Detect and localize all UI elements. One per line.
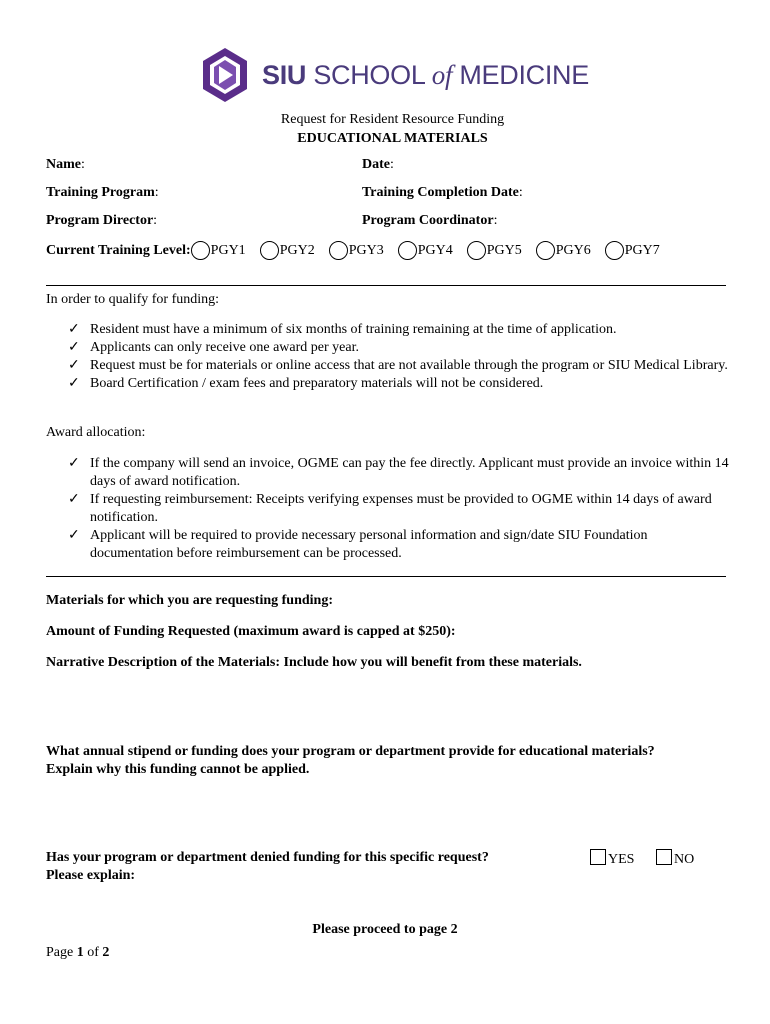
training-completion-date-field[interactable] [362, 185, 523, 201]
pgy4-option[interactable] [398, 241, 467, 260]
radio-button-icon[interactable] [398, 241, 417, 260]
pgy3-option[interactable] [329, 241, 398, 260]
colon: : [153, 213, 158, 228]
training-program-field[interactable] [46, 185, 159, 201]
logo-text [262, 60, 589, 91]
list-item [68, 321, 733, 339]
pgy2-label: PGY2 [279, 242, 315, 258]
pgy4-label: PGY4 [417, 242, 453, 258]
materials-question: Materials for which you are requesting funding: [46, 593, 334, 608]
list-item [68, 357, 733, 375]
qualify-intro: In order to qualify for funding: [46, 292, 220, 307]
list-item [68, 527, 733, 563]
colon: : [154, 185, 159, 200]
page-number [46, 945, 109, 961]
training-program-label: Training Program [46, 185, 155, 200]
yes-no-options [590, 849, 712, 868]
amount-question: Amount of Funding Requested (maximum award is capped at $250): [46, 624, 456, 639]
pgy3-label: PGY3 [348, 242, 384, 258]
checkmark-icon: ✓ [68, 376, 80, 391]
list-item [68, 455, 733, 491]
page-word: Page [46, 945, 74, 960]
yes-option[interactable] [590, 852, 634, 867]
allocation-intro: Award allocation: [46, 425, 146, 440]
name-label: Name [46, 157, 81, 172]
radio-button-icon[interactable] [191, 241, 210, 260]
proceed-note: Please proceed to page 2 [312, 922, 458, 937]
list-item-text: If the company will send an invoice, OGME can pay the fee directly. Applicant must provide an invoice within 14 days of award notification. [90, 456, 729, 489]
date-field[interactable] [362, 157, 394, 173]
list-item [68, 339, 733, 357]
list-item [68, 491, 733, 527]
checkbox-icon[interactable] [656, 849, 672, 865]
checkmark-icon: ✓ [68, 358, 80, 373]
pgy1-label: PGY1 [210, 242, 246, 258]
allocation-list [68, 455, 733, 563]
siu-hexagon-logo-icon [200, 46, 250, 104]
form-title: Request for Resident Resource Funding [280, 112, 505, 127]
logo-school: SCHOOL [313, 59, 425, 90]
radio-button-icon[interactable] [605, 241, 624, 260]
program-director-label: Program Director [46, 213, 154, 228]
radio-button-icon[interactable] [467, 241, 486, 260]
radio-button-icon[interactable] [329, 241, 348, 260]
list-item-text: Board Certification / exam fees and preparatory materials will not be considered. [90, 376, 544, 391]
logo-of: of [431, 59, 453, 90]
siu-logo [200, 44, 589, 106]
radio-button-icon[interactable] [260, 241, 279, 260]
divider [46, 285, 726, 286]
program-coordinator-field[interactable] [362, 213, 497, 229]
pgy5-label: PGY5 [486, 242, 522, 258]
stipend-question-explain: Explain why this funding cannot be applied. [46, 762, 310, 777]
program-coordinator-label: Program Coordinator [362, 213, 494, 228]
checkbox-icon[interactable] [590, 849, 606, 865]
list-item-text: Applicants can only receive one award per year. [90, 340, 359, 355]
training-completion-date-label: Training Completion Date [362, 185, 519, 200]
list-item [68, 375, 733, 393]
pgy7-label: PGY7 [624, 242, 660, 258]
name-field[interactable] [46, 157, 85, 173]
page-total: 2 [102, 945, 110, 960]
list-item-text: Request must be for materials or online access that are not available through the program or SIU Medical Library. [90, 358, 728, 373]
divider [46, 576, 726, 577]
list-item-text: Applicant will be required to provide necessary personal information and sign/date SIU Foundation documentation before reimbursement can be processed. [90, 528, 648, 561]
colon: : [493, 213, 498, 228]
qualify-list [68, 321, 733, 393]
logo-siu: SIU [262, 59, 307, 90]
no-option[interactable] [656, 852, 694, 867]
pgy6-label: PGY6 [555, 242, 591, 258]
pgy5-option[interactable] [467, 241, 536, 260]
stipend-question: What annual stipend or funding does your program or department provide for educational materials? [46, 744, 655, 759]
checkmark-icon: ✓ [68, 528, 80, 543]
list-item-text: If requesting reimbursement: Receipts verifying expenses must be provided to OGME within 14 days of award notification. [90, 492, 712, 525]
training-level-label: Current Training Level: [46, 242, 191, 258]
yes-label: YES [608, 852, 635, 867]
radio-button-icon[interactable] [536, 241, 555, 260]
narrative-question: Narrative Description of the Materials: Include how you will benefit from these materials. [46, 655, 582, 670]
list-item-text: Resident must have a minimum of six months of training remaining at the time of application. [90, 322, 617, 337]
pgy6-option[interactable] [536, 241, 605, 260]
checkmark-icon: ✓ [68, 322, 80, 337]
colon: : [390, 157, 394, 172]
program-director-field[interactable] [46, 213, 157, 229]
checkmark-icon: ✓ [68, 492, 80, 507]
form-subtitle: EDUCATIONAL MATERIALS [297, 131, 488, 146]
page-of: of [87, 945, 99, 960]
colon: : [518, 185, 523, 200]
logo-medicine: MEDICINE [459, 59, 589, 90]
training-level-row [46, 241, 674, 260]
pgy2-option[interactable] [260, 241, 329, 260]
pgy1-option[interactable] [191, 241, 260, 260]
date-label: Date [362, 157, 390, 172]
checkmark-icon: ✓ [68, 456, 80, 471]
no-label: NO [673, 852, 695, 867]
denied-question-explain: Please explain: [46, 868, 136, 883]
pgy7-option[interactable] [605, 241, 674, 260]
checkmark-icon: ✓ [68, 340, 80, 355]
denied-question: Has your program or department denied funding for this specific request? [46, 850, 489, 865]
colon: : [81, 157, 85, 172]
page-current: 1 [76, 945, 84, 960]
